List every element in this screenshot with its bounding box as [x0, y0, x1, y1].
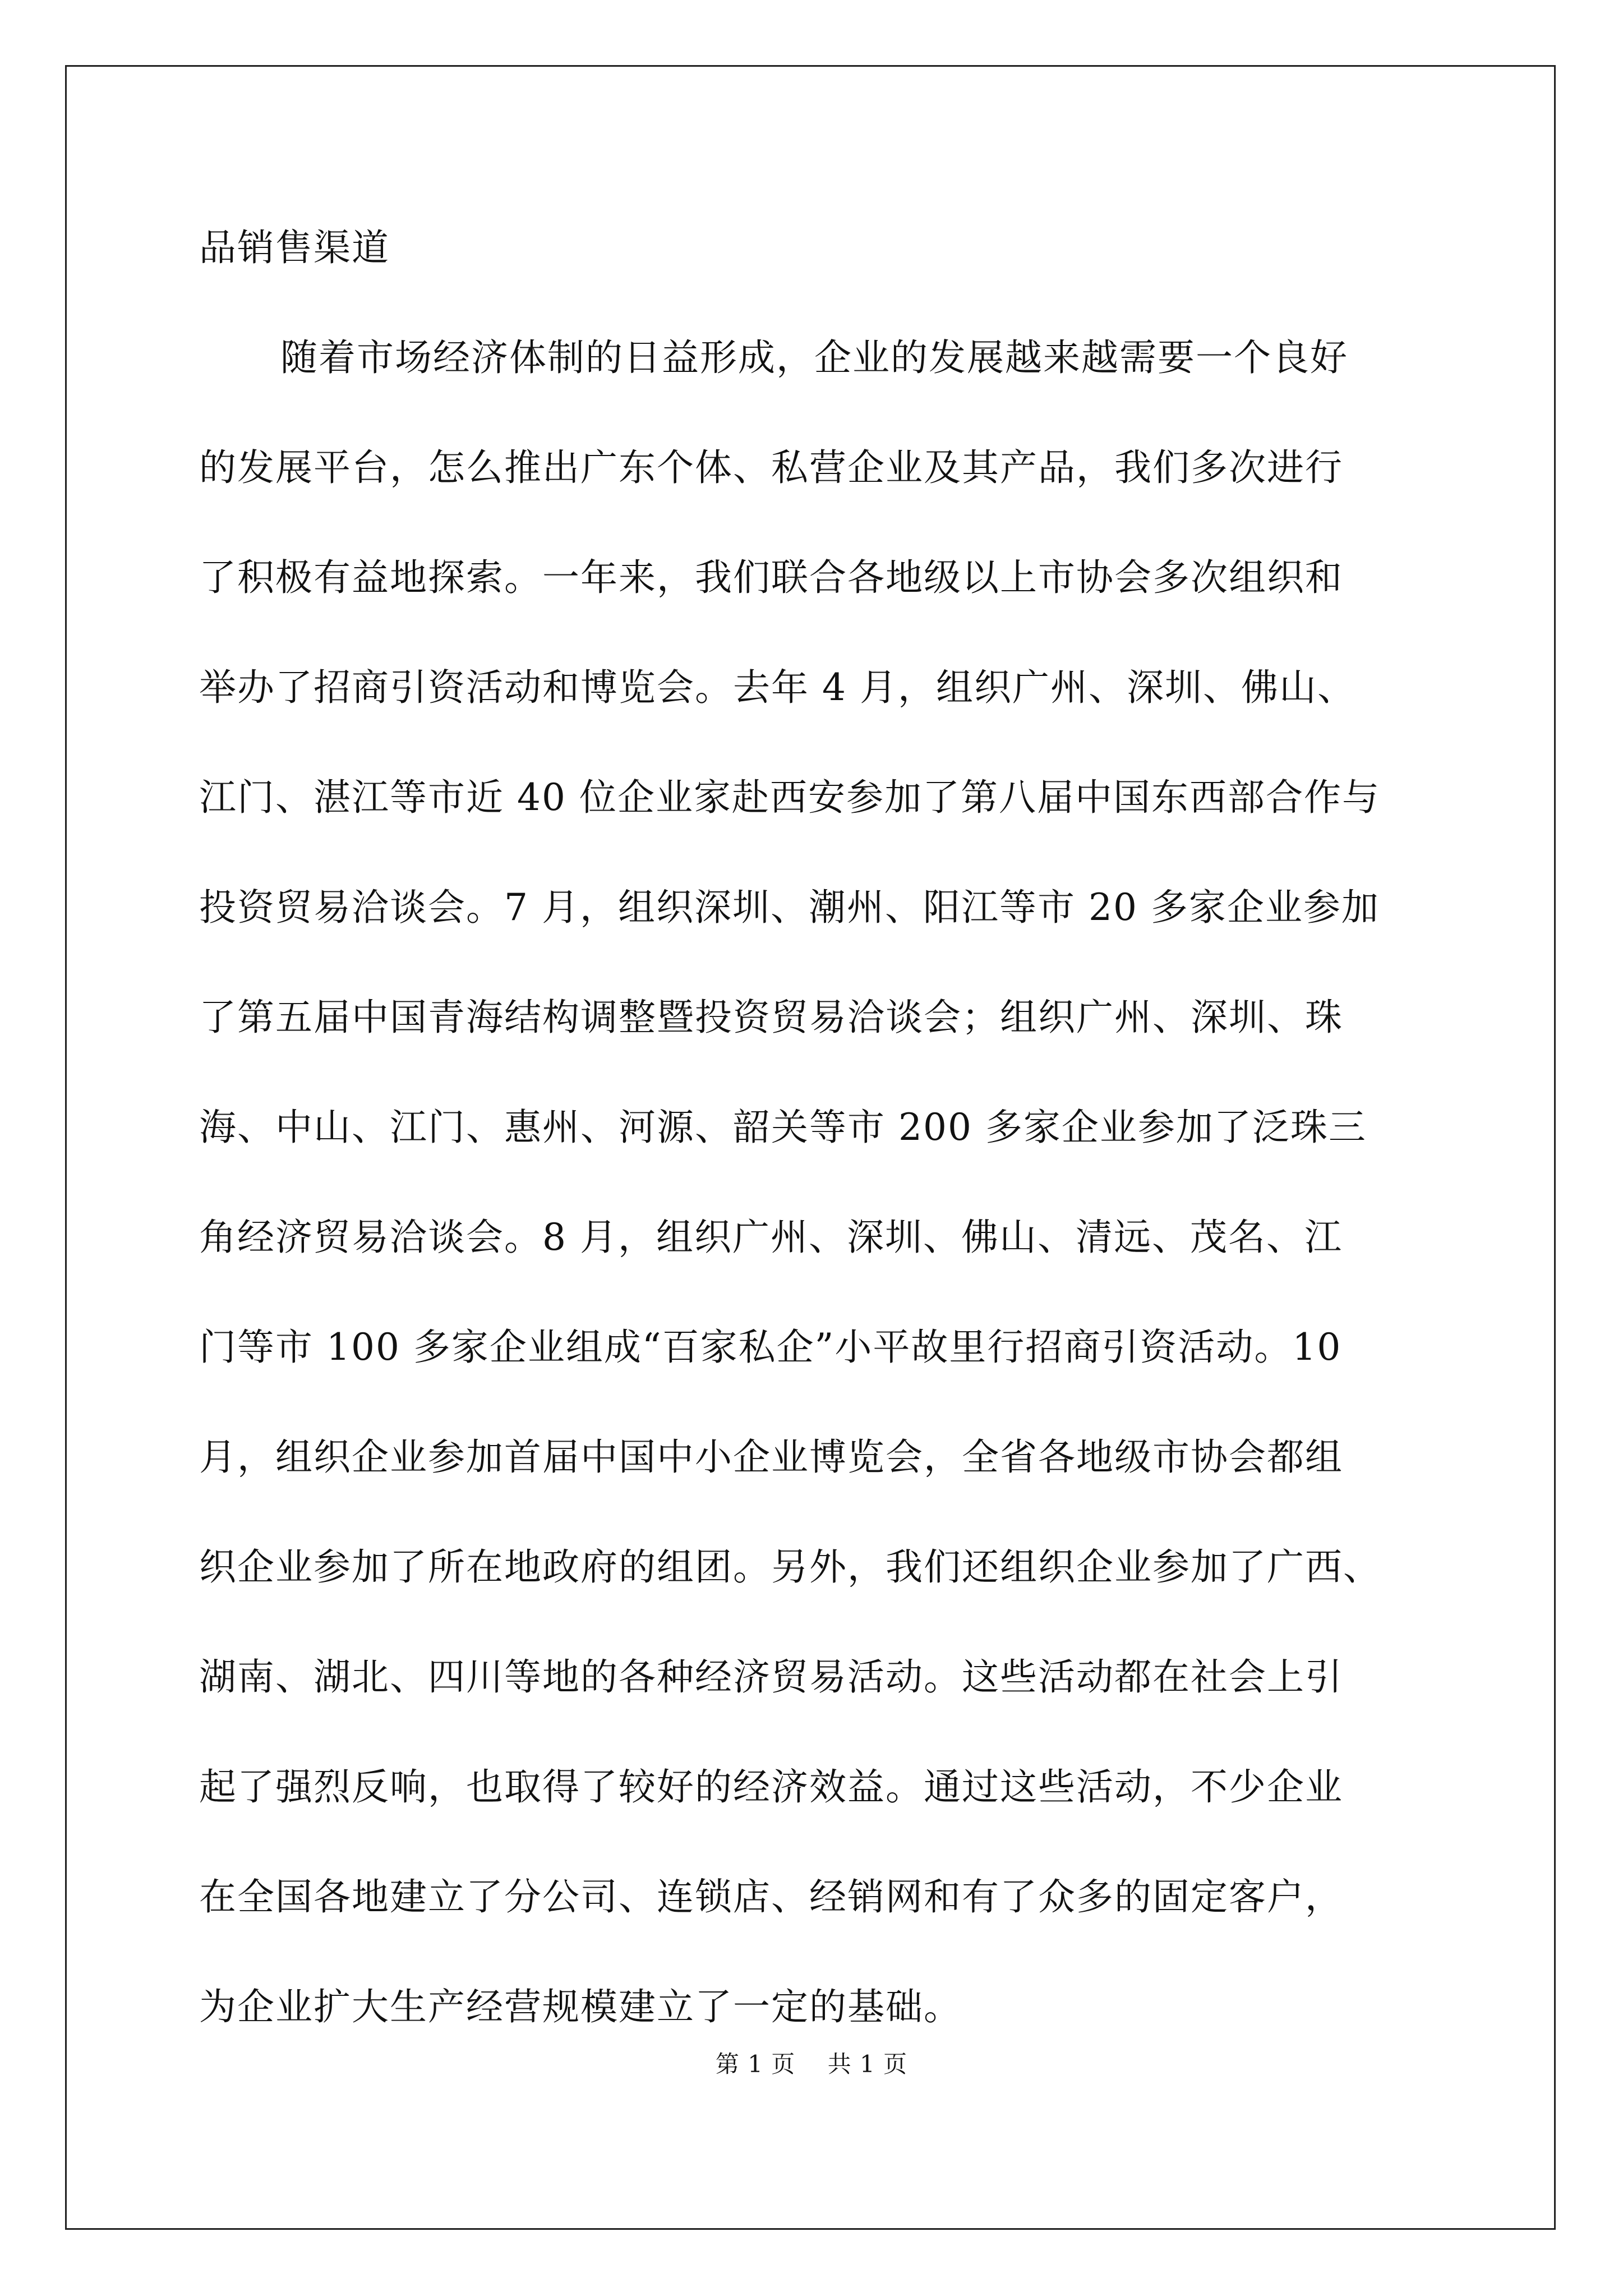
page-number-footer: 第 1 页 共 1 页 — [715, 2050, 908, 2078]
paragraph-line: 月，组织企业参加首届中国中小企业博览会，全省各地级市协会都组 — [199, 1435, 1343, 1479]
paragraph-line: 为企业扩大生产经营规模建立了一定的基础。 — [199, 1985, 962, 2028]
paragraph-line: 起了强烈反响，也取得了较好的经济效益。通过这些活动，不少企业 — [199, 1765, 1343, 1809]
paragraph-line: 举办了招商引资活动和博览会。去年 4 月，组织广州、深圳、佛山、 — [199, 666, 1355, 709]
paragraph-line: 江门、湛江等市近 40 位企业家赴西安参加了第八届中国东西部合作与 — [199, 776, 1380, 819]
paragraph-line: 织企业参加了所在地政府的组团。另外，我们还组织企业参加了广西、 — [199, 1545, 1381, 1589]
paragraph-line: 湖南、湖北、四川等地的各种经济贸易活动。这些活动都在社会上引 — [199, 1655, 1343, 1699]
paragraph-line: 在全国各地建立了分公司、连锁店、经销网和有了众多的固定客户， — [199, 1875, 1343, 1918]
section-heading: 品销售渠道 — [199, 226, 390, 269]
paragraph-line: 的发展平台，怎么推出广东个体、私营企业及其产品，我们多次进行 — [199, 446, 1343, 489]
paragraph-line: 海、中山、江门、惠州、河源、韶关等市 200 多家企业参加了泛珠三 — [199, 1106, 1367, 1149]
paragraph-line: 随着市场经济体制的日益形成，企业的发展越来越需要一个良好 — [280, 336, 1348, 379]
paragraph-line: 门等市 100 多家企业组成“百家私企”小平故里行招商引资活动。10 — [199, 1326, 1342, 1369]
paragraph-line: 了积极有益地探索。一年来，我们联合各地级以上市协会多次组织和 — [199, 556, 1343, 599]
paragraph-line: 了第五届中国青海结构调整暨投资贸易洽谈会；组织广州、深圳、珠 — [199, 996, 1343, 1039]
paragraph-line: 投资贸易洽谈会。7 月，组织深圳、潮州、阳江等市 20 多家企业参加 — [199, 886, 1380, 929]
paragraph-line: 角经济贸易洽谈会。8 月，组织广州、深圳、佛山、清远、茂名、江 — [199, 1216, 1343, 1259]
